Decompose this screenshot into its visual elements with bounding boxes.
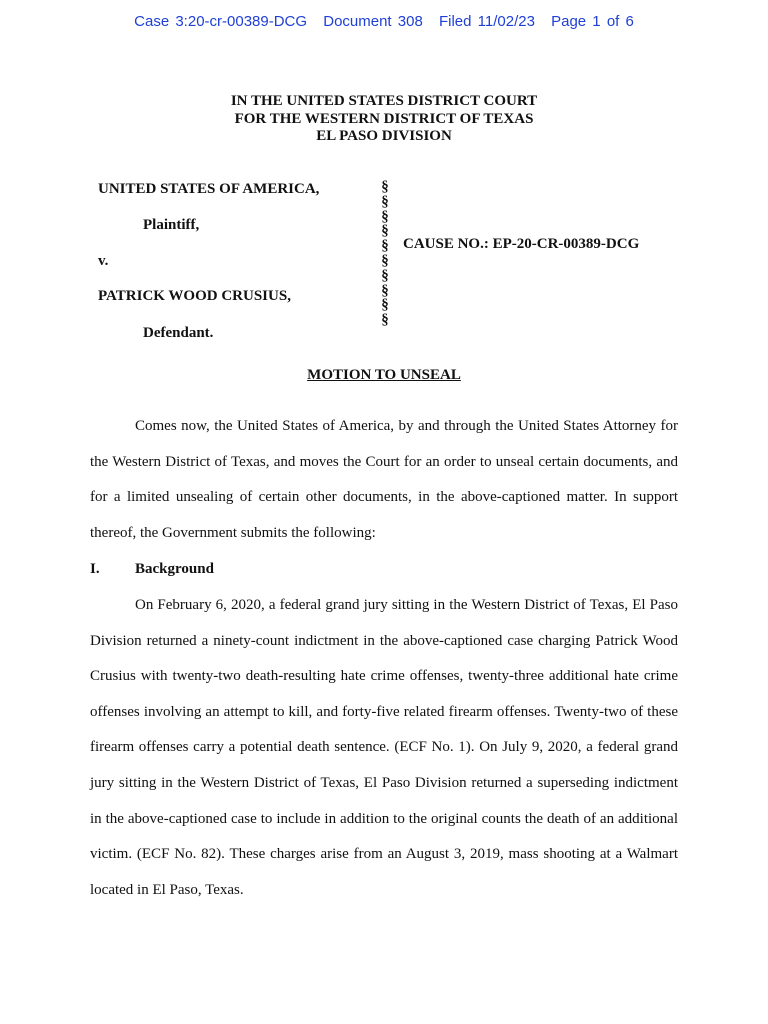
background-paragraph-text: On February 6, 2020, a federal grand jury sitting in the Western District of Texas, El Paso Division returned a ninety-count indictment in the above-captioned case charging Patrick Wood Crusius with twenty-two death-resulting hate crime offenses, twenty-three additional hate crime offenses involving an attempt to kill, and forty-five related firearm offenses. Twenty-two of these firearm offenses carry a potential death sentence. (ECF No. 1). On July 9, 2020, a federal grand jury sitting in the Western District of Texas, El Paso Division returned a superseding indictment in the above-captioned case to include in addition to the original counts the death of an additional victim. (ECF No. 82). These charges arise from an August 3, 2019, mass shooting at a Walmart located in El Paso, Texas. [90,597,678,898]
ecf-header-stamp [0,13,768,30]
section-symbol: § [381,312,389,329]
section-heading-background [90,561,214,578]
court-heading [0,93,768,146]
court-heading-line-3: EL PASO DIVISION [316,128,452,144]
filed-date-stamp: Filed 11/02/23 [438,13,535,30]
section-number: I. [90,561,100,577]
page-count-stamp: Page 1 of 6 [551,13,634,30]
case-number-stamp: Case 3:20-cr-00389-DCG [134,13,308,30]
section-symbol: § [381,252,389,269]
section-symbol: § [381,282,389,299]
court-heading-line-2: FOR THE WESTERN DISTRICT OF TEXAS [234,110,534,127]
section-symbol: § [381,193,389,210]
court-heading-line-1: IN THE UNITED STATES DISTRICT COURT [230,93,538,109]
defendant-role: Defendant. [143,325,214,341]
section-symbol: § [381,297,389,314]
section-symbol: § [381,223,389,240]
document-number-stamp: Document 308 [323,13,423,30]
document-title: MOTION TO UNSEAL [307,367,461,383]
plaintiff-name: UNITED STATES OF AMERICA, [98,181,320,197]
intro-paragraph-text: Comes now, the United States of America, by and through the United States Attorney for the Western District of Texas, and moves the Court for an order to unseal certain documents, and for a limited unsealing of certain other documents, in the above-captioned matter. In support thereof, the Government submits the following: [90,418,678,541]
section-symbol: § [381,238,389,255]
defendant-name: PATRICK WOOD CRUSIUS, [98,288,291,304]
section-symbol: § [381,179,389,195]
intro-paragraph [90,409,678,551]
versus-label: v. [98,253,109,269]
plaintiff-role: Plaintiff, [143,217,200,233]
section-heading-text: Background [135,561,214,577]
cause-number: CAUSE NO.: EP-20-CR-00389-DCG [403,236,640,252]
section-symbol: § [381,267,389,284]
section-symbol: § [381,208,389,225]
background-paragraph [90,588,678,908]
section-symbol-column [375,180,395,328]
